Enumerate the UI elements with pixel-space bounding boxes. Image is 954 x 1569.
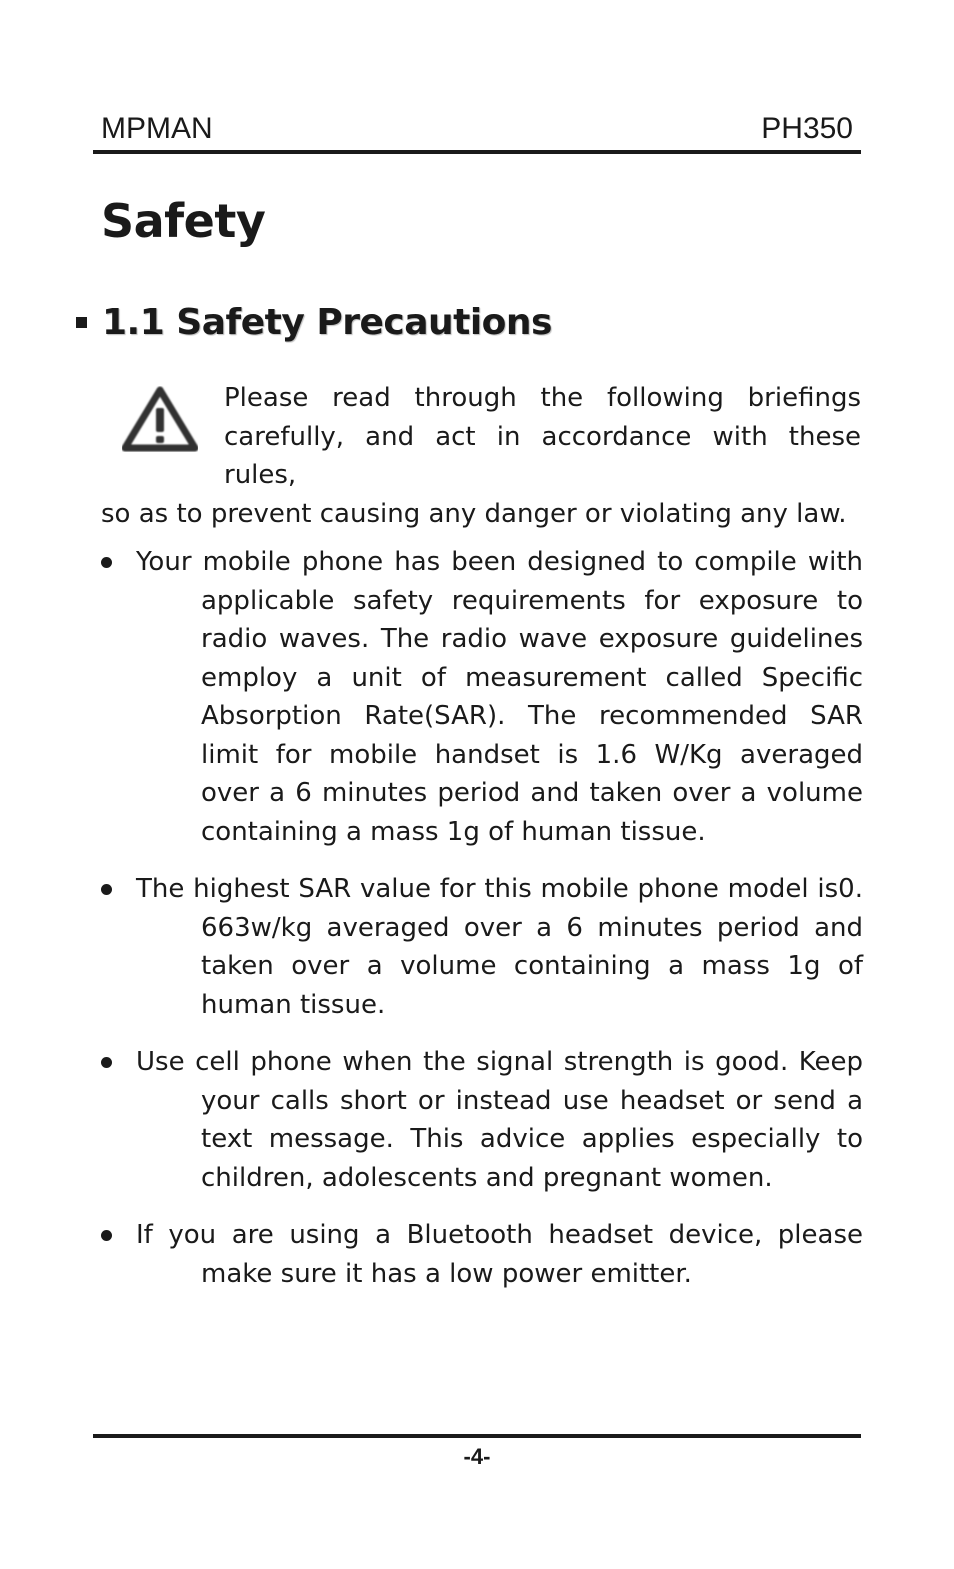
page-header xyxy=(93,108,861,154)
bullet-dot-icon xyxy=(101,557,112,568)
intro-line: carefully, and act in accordance with these rules, xyxy=(224,421,861,490)
footer-divider xyxy=(93,1434,861,1438)
list-item xyxy=(101,870,863,1024)
bullet-dot-icon xyxy=(101,1057,112,1068)
safety-bullet-list xyxy=(101,543,863,1312)
bullet-dot-icon xyxy=(101,1230,112,1241)
list-item-text: The highest SAR value for this mobile phone model is0. 663w/kg averaged over a 6 minutes period and taken over a volume containing a mass 1g of human tissue. xyxy=(136,874,863,1020)
brand-name: MPMAN xyxy=(101,112,213,145)
model-name: PH350 xyxy=(761,112,853,145)
square-bullet-icon xyxy=(76,317,87,328)
list-item-text: Your mobile phone has been designed to compile with applicable safety requirements for exposure to radio waves. The radio wave exposure guidelines employ a unit of measurement called Specific Absorption Rate(SAR). The recommended SAR limit for mobile handset is 1.6 W/Kg averaged over a 6 minutes period and taken over a volume containing a mass 1g of human tissue. xyxy=(136,547,863,847)
page-title: Safety xyxy=(101,194,266,248)
intro-line: Please read through the following briefings xyxy=(224,383,861,413)
section-heading-text: 1.1 Safety Precautions xyxy=(102,302,552,343)
list-item-text: Use cell phone when the signal strength is good. Keep your calls short or instead use headset or send a text message. This advice applies especially to children, adolescents and pregnant women. xyxy=(136,1047,863,1193)
list-item xyxy=(101,1216,863,1293)
intro-line: so as to prevent causing any danger or violating any law. xyxy=(101,498,847,529)
list-item-text: If you are using a Bluetooth headset device, please make sure it has a low power emitter. xyxy=(136,1220,863,1289)
page-number: -4- xyxy=(463,1444,491,1469)
intro-paragraph xyxy=(101,379,861,533)
bullet-dot-icon xyxy=(101,884,112,895)
list-item xyxy=(101,543,863,851)
list-item xyxy=(101,1043,863,1197)
section-heading xyxy=(76,302,552,343)
